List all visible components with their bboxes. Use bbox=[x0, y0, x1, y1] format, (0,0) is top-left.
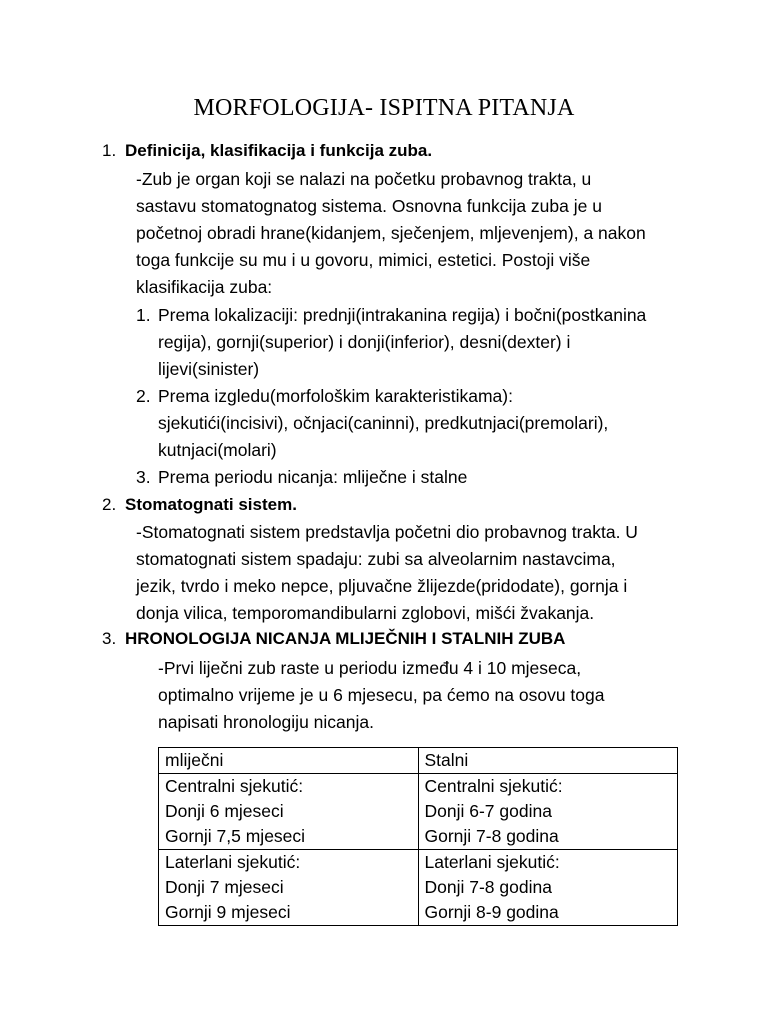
section-3-number: 3. bbox=[102, 629, 117, 648]
subitem-3-text bbox=[158, 464, 467, 491]
section-3-heading: HRONOLOGIJA NICANJA MLIJEČNIH I STALNIH ZUBA bbox=[125, 629, 566, 648]
subitem-1-text bbox=[158, 302, 646, 383]
table-header-cell: mliječni bbox=[159, 748, 419, 774]
cell-line: Gornji 7-8 godina bbox=[424, 826, 559, 846]
section-2-heading: Stomatognati sistem. bbox=[125, 495, 297, 514]
cell-line: Donji 6 mjeseci bbox=[165, 801, 284, 821]
table-cell bbox=[159, 774, 419, 850]
cell-line: Donji 7 mjeseci bbox=[165, 877, 284, 897]
text-line: regija), gornji(superior) i donji(inferior), desni(dexter) i bbox=[158, 332, 571, 352]
cell-line: Donji 6-7 godina bbox=[424, 801, 552, 821]
text-line: -Zub je organ koji se nalazi na početku probavnog trakta, u bbox=[136, 169, 592, 189]
table-row bbox=[159, 774, 678, 850]
table-cell bbox=[159, 850, 419, 926]
text-line: optimalno vrijeme je u 6 mjesecu, pa ćemo na osovu toga bbox=[158, 685, 605, 705]
text-line: sjekutići(incisivi), očnjaci(caninni), predkutnjaci(premolari), bbox=[158, 413, 609, 433]
cell-line: Gornji 7,5 mjeseci bbox=[165, 826, 306, 846]
table-header-cell: Stalni bbox=[418, 748, 678, 774]
page-title: MORFOLOGIJA- ISPITNA PITANJA bbox=[193, 95, 575, 121]
text-line: početnoj obradi hrane(kidanjem, sječenjem, mljevenjem), a nakon bbox=[136, 223, 646, 243]
table-cell bbox=[418, 774, 678, 850]
text-line: jezik, tvrdo i meko nepce, pljuvačne žlijezde(pridodate), gornja i bbox=[136, 576, 628, 596]
text-line: Prema izgledu(morfološkim karakteristikama): bbox=[158, 386, 513, 406]
subitem-2-number: 2. bbox=[136, 386, 151, 406]
cell-line: Gornji 9 mjeseci bbox=[165, 902, 291, 922]
cell-line: Gornji 8-9 godina bbox=[424, 902, 559, 922]
section-2-paragraph bbox=[136, 519, 638, 627]
text-line: lijevi(sinister) bbox=[158, 359, 260, 379]
subitem-1-number: 1. bbox=[136, 305, 151, 325]
cell-line: Centralni sjekutić: bbox=[424, 776, 563, 796]
table-cell bbox=[418, 850, 678, 926]
text-line: napisati hronologiju nicanja. bbox=[158, 712, 374, 732]
subitem-3-number: 3. bbox=[136, 467, 151, 487]
text-line: klasifikacija zuba: bbox=[136, 277, 273, 297]
text-line: donja vilica, temporomandibularni zglobovi, mišći žvakanja. bbox=[136, 603, 595, 623]
cell-line: Laterlani sjekutić: bbox=[165, 852, 301, 872]
cell-line: Centralni sjekutić: bbox=[165, 776, 304, 796]
section-1-heading: Definicija, klasifikacija i funkcija zuba. bbox=[125, 141, 433, 160]
eruption-table bbox=[158, 747, 678, 926]
text-line: stomatognati sistem spadaju: zubi sa alveolarnim nastavcima, bbox=[136, 549, 616, 569]
section-1-number: 1. bbox=[102, 141, 117, 160]
subitem-2-text bbox=[158, 383, 608, 464]
text-line: sastavu stomatognatog sistema. Osnovna funkcija zuba je u bbox=[136, 196, 602, 216]
table-row bbox=[159, 850, 678, 926]
text-line: -Stomatognati sistem predstavlja početni dio probavnog trakta. U bbox=[136, 522, 638, 542]
cell-line: Donji 7-8 godina bbox=[424, 877, 552, 897]
text-line: toga funkcije su mu i u govoru, mimici, estetici. Postoji više bbox=[136, 250, 591, 270]
text-line: kutnjaci(molari) bbox=[158, 440, 277, 460]
text-line: Prema lokalizaciji: prednji(intrakanina regija) i bočni(postkanina bbox=[158, 305, 647, 325]
section-3-paragraph bbox=[158, 655, 605, 736]
cell-line: Laterlani sjekutić: bbox=[424, 852, 560, 872]
section-1-paragraph bbox=[136, 166, 646, 301]
text-line: Prema periodu nicanja: mliječne i stalne bbox=[158, 467, 468, 487]
text-line: -Prvi liječni zub raste u periodu između 4 i 10 mjeseca, bbox=[158, 658, 582, 678]
section-2-number: 2. bbox=[102, 495, 117, 514]
table-header-row bbox=[159, 748, 678, 774]
